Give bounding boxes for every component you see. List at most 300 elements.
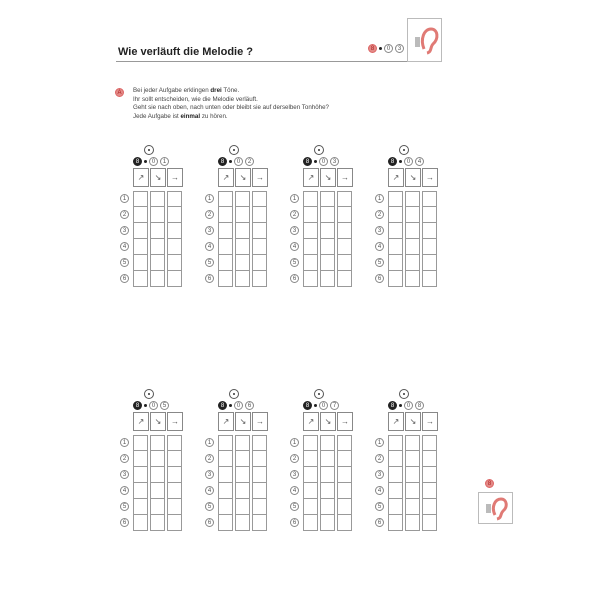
answer-cell[interactable]	[133, 191, 148, 207]
answer-cell[interactable]	[167, 451, 182, 467]
answer-cell[interactable]	[252, 435, 267, 451]
answer-row	[207, 483, 267, 499]
answer-row	[122, 435, 182, 451]
answer-cell[interactable]	[235, 451, 250, 467]
cd-number: 8	[133, 157, 142, 166]
arrow-up-right-icon: ↗	[218, 168, 234, 187]
answer-cell[interactable]	[133, 271, 148, 287]
answer-cell[interactable]	[133, 451, 148, 467]
answer-grid	[207, 435, 267, 531]
answer-cell[interactable]	[422, 255, 437, 271]
answer-cell[interactable]	[252, 467, 267, 483]
track-digit: 0	[404, 157, 413, 166]
answer-cell[interactable]	[167, 255, 182, 271]
answer-cell[interactable]	[388, 223, 403, 239]
separator-dot	[399, 160, 402, 163]
answer-cell[interactable]	[218, 467, 233, 483]
instruction-text: zu hören.	[200, 112, 228, 120]
answer-cell[interactable]	[252, 271, 267, 287]
answer-cell[interactable]	[337, 483, 352, 499]
track-digit: 2	[245, 157, 254, 166]
row-number: 1	[290, 438, 299, 447]
answer-cell[interactable]	[337, 239, 352, 255]
answer-cell[interactable]	[150, 451, 165, 467]
answer-cell[interactable]	[167, 435, 182, 451]
arrow-down-right-icon: ↘	[320, 168, 336, 187]
cd-icon	[144, 145, 154, 155]
answer-cell[interactable]	[235, 255, 250, 271]
row-number: 2	[290, 454, 299, 463]
row-number: 2	[375, 210, 384, 219]
answer-cell[interactable]	[303, 271, 318, 287]
answer-cell[interactable]	[150, 515, 165, 531]
answer-cell[interactable]	[320, 191, 335, 207]
answer-cell[interactable]	[422, 271, 437, 287]
task-letter: A	[115, 88, 124, 97]
answer-cell[interactable]	[133, 515, 148, 531]
answer-grid	[207, 191, 267, 287]
answer-cell[interactable]	[252, 207, 267, 223]
answer-cell[interactable]	[388, 239, 403, 255]
row-number: 6	[205, 518, 214, 527]
answer-cell[interactable]	[422, 451, 437, 467]
answer-row	[377, 483, 437, 499]
answer-row	[292, 223, 352, 239]
answer-cell[interactable]	[422, 239, 437, 255]
track-digit: 4	[415, 157, 424, 166]
instruction-line	[133, 104, 329, 113]
arrow-up-right-icon: ↗	[388, 412, 404, 431]
answer-row	[377, 451, 437, 467]
answer-cell[interactable]	[252, 499, 267, 515]
answer-cell[interactable]	[405, 451, 420, 467]
answer-grid	[292, 435, 352, 531]
answer-cell[interactable]	[405, 239, 420, 255]
answer-cell[interactable]	[218, 223, 233, 239]
answer-grid	[122, 435, 182, 531]
row-number: 2	[205, 210, 214, 219]
row-number: 6	[290, 274, 299, 283]
row-number: 5	[120, 258, 129, 267]
answer-cell[interactable]	[235, 239, 250, 255]
cd-number: 8	[368, 44, 377, 53]
cd-icon	[229, 145, 239, 155]
answer-cell[interactable]	[388, 191, 403, 207]
answer-cell[interactable]	[133, 499, 148, 515]
answer-cell[interactable]	[337, 451, 352, 467]
direction-header	[388, 412, 438, 431]
answer-cell[interactable]	[150, 239, 165, 255]
answer-cell[interactable]	[218, 191, 233, 207]
row-number: 4	[120, 486, 129, 495]
answer-cell[interactable]	[167, 467, 182, 483]
answer-cell[interactable]	[337, 515, 352, 531]
row-number: 2	[290, 210, 299, 219]
answer-cell[interactable]	[218, 271, 233, 287]
answer-cell[interactable]	[422, 515, 437, 531]
row-number: 1	[375, 438, 384, 447]
row-number: 5	[290, 258, 299, 267]
answer-cell[interactable]	[405, 515, 420, 531]
cd-number: 8	[388, 401, 397, 410]
row-number: 3	[375, 226, 384, 235]
track-digit: 0	[404, 401, 413, 410]
answer-row	[292, 255, 352, 271]
answer-row	[122, 467, 182, 483]
answer-cell[interactable]	[150, 467, 165, 483]
direction-header	[133, 168, 183, 187]
answer-cell[interactable]	[405, 207, 420, 223]
answer-cell[interactable]	[150, 271, 165, 287]
answer-cell[interactable]	[235, 207, 250, 223]
answer-cell[interactable]	[235, 483, 250, 499]
answer-cell[interactable]	[303, 207, 318, 223]
answer-cell[interactable]	[337, 435, 352, 451]
row-number: 4	[120, 242, 129, 251]
answer-cell[interactable]	[133, 255, 148, 271]
row-number: 5	[205, 258, 214, 267]
row-number: 6	[290, 518, 299, 527]
answer-row	[207, 255, 267, 271]
row-number: 2	[205, 454, 214, 463]
answer-grid	[377, 191, 437, 287]
answer-cell[interactable]	[167, 499, 182, 515]
arrow-down-right-icon: ↘	[235, 412, 251, 431]
answer-cell[interactable]	[167, 515, 182, 531]
separator-dot	[144, 404, 147, 407]
answer-cell[interactable]	[252, 515, 267, 531]
cd-number: 8	[303, 401, 312, 410]
answer-cell[interactable]	[235, 271, 250, 287]
arrow-up-right-icon: ↗	[133, 412, 149, 431]
answer-cell[interactable]	[405, 499, 420, 515]
answer-cell[interactable]	[405, 483, 420, 499]
answer-row	[207, 207, 267, 223]
arrow-down-right-icon: ↘	[320, 412, 336, 431]
answer-cell[interactable]	[320, 515, 335, 531]
answer-row	[207, 451, 267, 467]
track-digit: 0	[384, 44, 393, 53]
answer-row	[292, 515, 352, 531]
answer-cell[interactable]	[320, 483, 335, 499]
answer-row	[122, 191, 182, 207]
answer-row	[292, 191, 352, 207]
track-code	[133, 157, 169, 166]
answer-cell[interactable]	[218, 255, 233, 271]
cd-icon	[399, 145, 409, 155]
arrow-right-icon: →	[337, 412, 353, 431]
answer-cell[interactable]	[150, 207, 165, 223]
answer-cell[interactable]	[320, 271, 335, 287]
separator-dot	[229, 160, 232, 163]
instruction-text: Geht sie nach oben, nach unten oder bleibt sie auf derselben Tonhöhe?	[133, 104, 329, 111]
answer-cell[interactable]	[405, 191, 420, 207]
answer-cell[interactable]	[337, 467, 352, 483]
answer-cell[interactable]	[150, 499, 165, 515]
answer-row	[292, 467, 352, 483]
answer-cell[interactable]	[150, 255, 165, 271]
answer-cell[interactable]	[252, 483, 267, 499]
track-badge	[368, 44, 404, 53]
answer-cell[interactable]	[235, 499, 250, 515]
answer-row	[207, 435, 267, 451]
answer-cell[interactable]	[252, 239, 267, 255]
answer-cell[interactable]	[150, 223, 165, 239]
row-number: 1	[290, 194, 299, 203]
answer-row	[122, 451, 182, 467]
answer-row	[122, 223, 182, 239]
answer-cell[interactable]	[167, 223, 182, 239]
arrow-up-right-icon: ↗	[388, 168, 404, 187]
row-number: 3	[205, 470, 214, 479]
answer-cell[interactable]	[388, 515, 403, 531]
answer-row	[377, 435, 437, 451]
answer-grid	[377, 435, 437, 531]
row-number: 4	[375, 242, 384, 251]
answer-row	[122, 271, 182, 287]
row-number: 4	[375, 486, 384, 495]
answer-cell[interactable]	[422, 207, 437, 223]
answer-cell[interactable]	[320, 207, 335, 223]
direction-header	[218, 168, 268, 187]
answer-cell[interactable]	[320, 255, 335, 271]
row-number: 3	[375, 470, 384, 479]
arrow-right-icon: →	[252, 412, 268, 431]
separator-dot	[144, 160, 147, 163]
answer-cell[interactable]	[422, 191, 437, 207]
answer-cell[interactable]	[218, 207, 233, 223]
answer-cell[interactable]	[167, 483, 182, 499]
answer-cell[interactable]	[303, 255, 318, 271]
cd-icon	[144, 389, 154, 399]
answer-cell[interactable]	[133, 239, 148, 255]
arrow-up-right-icon: ↗	[218, 412, 234, 431]
answer-row	[292, 499, 352, 515]
answer-cell[interactable]	[218, 451, 233, 467]
arrow-right-icon: →	[252, 168, 268, 187]
answer-cell[interactable]	[303, 239, 318, 255]
instruction-line	[133, 87, 329, 96]
arrow-up-right-icon: ↗	[303, 412, 319, 431]
answer-cell[interactable]	[235, 191, 250, 207]
answer-cell[interactable]	[337, 223, 352, 239]
answer-cell[interactable]	[337, 207, 352, 223]
row-number: 3	[120, 470, 129, 479]
answer-row	[207, 499, 267, 515]
answer-cell[interactable]	[337, 499, 352, 515]
answer-cell[interactable]	[320, 435, 335, 451]
cd-icon	[399, 389, 409, 399]
row-number: 5	[290, 502, 299, 511]
arrow-right-icon: →	[422, 168, 438, 187]
answer-cell[interactable]	[320, 239, 335, 255]
track-code	[133, 401, 169, 410]
answer-cell[interactable]	[337, 255, 352, 271]
answer-cell[interactable]	[388, 207, 403, 223]
row-number: 1	[205, 438, 214, 447]
track-digit: 3	[330, 157, 339, 166]
direction-header	[303, 168, 353, 187]
answer-cell[interactable]	[303, 191, 318, 207]
answer-row	[292, 483, 352, 499]
answer-cell[interactable]	[133, 223, 148, 239]
row-number: 2	[120, 210, 129, 219]
answer-cell[interactable]	[422, 483, 437, 499]
answer-cell[interactable]	[388, 435, 403, 451]
row-number: 2	[120, 454, 129, 463]
cd-number: 8	[303, 157, 312, 166]
title-text: Wie verläuft die Melodie	[118, 46, 244, 58]
track-digit: 8	[415, 401, 424, 410]
track-digit: 1	[160, 157, 169, 166]
arrow-right-icon: →	[337, 168, 353, 187]
answer-row	[207, 223, 267, 239]
answer-cell[interactable]	[303, 223, 318, 239]
answer-row	[377, 191, 437, 207]
answer-cell[interactable]	[320, 467, 335, 483]
answer-cell[interactable]	[252, 223, 267, 239]
answer-cell[interactable]	[235, 515, 250, 531]
track-digit: 6	[245, 401, 254, 410]
separator-dot	[379, 47, 382, 50]
row-number: 1	[375, 194, 384, 203]
row-number: 6	[375, 518, 384, 527]
row-number: 1	[205, 194, 214, 203]
answer-cell[interactable]	[405, 271, 420, 287]
answer-cell[interactable]	[235, 467, 250, 483]
answer-row	[207, 191, 267, 207]
answer-cell[interactable]	[405, 435, 420, 451]
instruction-line	[133, 113, 329, 122]
row-number: 3	[205, 226, 214, 235]
title-divider	[116, 61, 440, 62]
track-digit: 0	[149, 401, 158, 410]
answer-cell[interactable]	[150, 191, 165, 207]
answer-cell[interactable]	[252, 255, 267, 271]
answer-cell[interactable]	[218, 435, 233, 451]
answer-row	[292, 451, 352, 467]
answer-cell[interactable]	[133, 435, 148, 451]
answer-cell[interactable]	[337, 271, 352, 287]
answer-cell[interactable]	[320, 499, 335, 515]
answer-cell[interactable]	[388, 255, 403, 271]
answer-cell[interactable]	[133, 207, 148, 223]
answer-cell[interactable]	[405, 255, 420, 271]
cd-number: 8	[133, 401, 142, 410]
answer-cell[interactable]	[303, 483, 318, 499]
answer-cell[interactable]	[388, 271, 403, 287]
answer-cell[interactable]	[133, 483, 148, 499]
answer-cell[interactable]	[303, 451, 318, 467]
track-code	[388, 157, 424, 166]
answer-cell[interactable]	[218, 499, 233, 515]
answer-cell[interactable]	[422, 467, 437, 483]
instruction-text: Töne.	[221, 87, 240, 94]
answer-cell[interactable]	[303, 435, 318, 451]
row-number: 3	[120, 226, 129, 235]
answer-cell[interactable]	[235, 435, 250, 451]
answer-row	[207, 467, 267, 483]
cd-number: 8	[485, 479, 494, 488]
answer-cell[interactable]	[320, 223, 335, 239]
answer-cell[interactable]	[303, 499, 318, 515]
track-digit: 3	[395, 44, 404, 53]
cd-number: 8	[388, 157, 397, 166]
row-number: 5	[120, 502, 129, 511]
answer-cell[interactable]	[252, 191, 267, 207]
direction-header	[303, 412, 353, 431]
answer-cell[interactable]	[422, 435, 437, 451]
answer-cell[interactable]	[133, 467, 148, 483]
answer-row	[122, 207, 182, 223]
answer-cell[interactable]	[422, 223, 437, 239]
answer-cell[interactable]	[320, 451, 335, 467]
answer-cell[interactable]	[167, 239, 182, 255]
answer-cell[interactable]	[235, 223, 250, 239]
answer-cell[interactable]	[388, 499, 403, 515]
row-number: 5	[375, 258, 384, 267]
track-digit: 5	[160, 401, 169, 410]
direction-header	[133, 412, 183, 431]
answer-cell[interactable]	[218, 515, 233, 531]
answer-row	[122, 515, 182, 531]
arrow-right-icon: →	[167, 412, 183, 431]
answer-cell[interactable]	[167, 271, 182, 287]
instruction-line	[133, 96, 329, 105]
answer-cell[interactable]	[150, 435, 165, 451]
answer-cell[interactable]	[167, 191, 182, 207]
track-digit: 0	[319, 401, 328, 410]
row-number: 4	[205, 486, 214, 495]
answer-row	[377, 271, 437, 287]
row-number: 1	[120, 194, 129, 203]
answer-grid	[122, 191, 182, 287]
row-number: 6	[205, 274, 214, 283]
answer-cell[interactable]	[303, 515, 318, 531]
answer-row	[292, 271, 352, 287]
answer-row	[377, 239, 437, 255]
track-digit: 7	[330, 401, 339, 410]
answer-cell[interactable]	[388, 451, 403, 467]
answer-cell[interactable]	[337, 191, 352, 207]
answer-cell[interactable]	[405, 223, 420, 239]
answer-cell[interactable]	[422, 499, 437, 515]
track-digit: 0	[234, 157, 243, 166]
track-code	[303, 401, 339, 410]
answer-cell[interactable]	[150, 483, 165, 499]
answer-cell[interactable]	[303, 467, 318, 483]
answer-cell[interactable]	[167, 207, 182, 223]
separator-dot	[314, 160, 317, 163]
answer-cell[interactable]	[388, 483, 403, 499]
answer-cell[interactable]	[218, 239, 233, 255]
track-digit: 0	[149, 157, 158, 166]
row-number: 4	[205, 242, 214, 251]
answer-row	[377, 467, 437, 483]
row-number: 6	[375, 274, 384, 283]
row-number: 6	[120, 518, 129, 527]
row-number: 5	[375, 502, 384, 511]
row-number: 2	[375, 454, 384, 463]
separator-dot	[229, 404, 232, 407]
answer-cell[interactable]	[405, 467, 420, 483]
answer-cell[interactable]	[218, 483, 233, 499]
arrow-up-right-icon: ↗	[133, 168, 149, 187]
answer-cell[interactable]	[252, 451, 267, 467]
track-code	[303, 157, 339, 166]
answer-row	[377, 255, 437, 271]
answer-cell[interactable]	[388, 467, 403, 483]
